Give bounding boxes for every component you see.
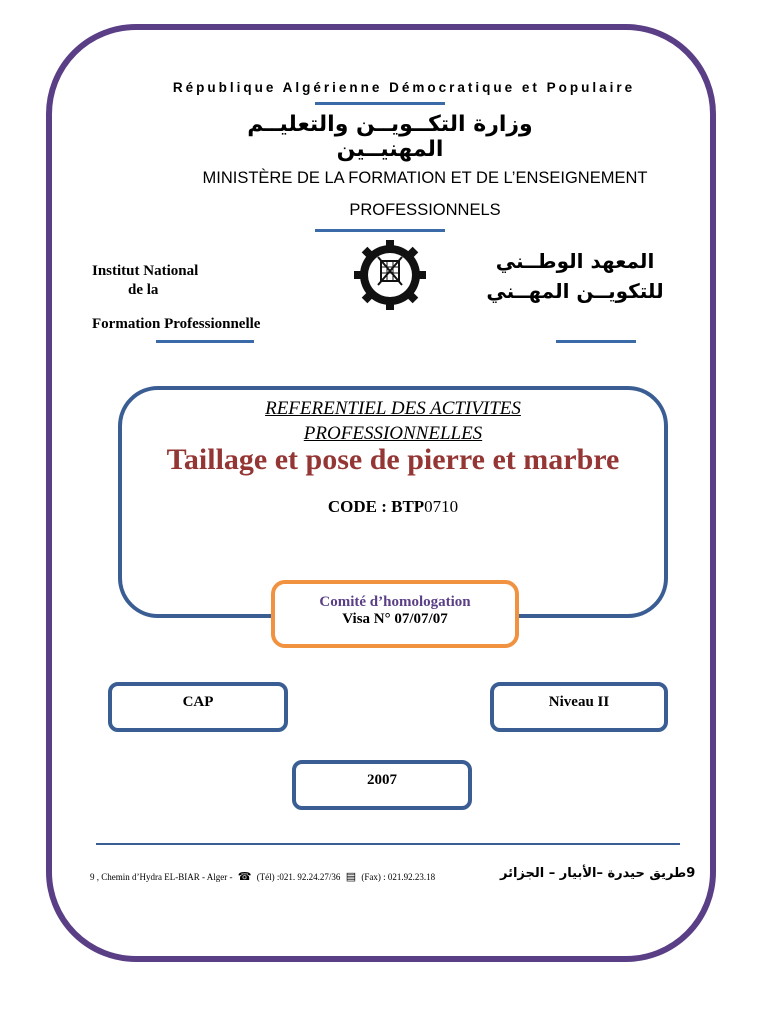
footer-divider — [96, 843, 680, 845]
divider — [556, 340, 636, 343]
divider — [315, 102, 445, 105]
year-label: 2007 — [367, 772, 397, 788]
referentiel-heading — [118, 396, 668, 446]
level-label: Niveau II — [548, 694, 610, 710]
divider — [156, 340, 254, 343]
institute-line3: Formation Professionnelle — [92, 316, 261, 332]
comite-label: Comité d’homologation — [319, 594, 471, 610]
tel-text: (Tél) :021. 92.24.27/36 — [256, 872, 341, 882]
code-line — [118, 497, 668, 517]
fax-text: (Fax) : 021.92.23.18 — [361, 872, 436, 882]
republic-header: République Algérienne Démocratique et Populaire — [172, 80, 636, 95]
diploma-label: CAP — [182, 694, 214, 710]
code-value: 0710 — [424, 497, 459, 516]
ministry-arabic: وزارة التكــويــن والتعليــم المهنيــين — [247, 112, 533, 162]
institute-french — [92, 262, 198, 300]
year-box — [292, 760, 472, 810]
diploma-box — [108, 682, 288, 732]
fax-icon: ▤ — [345, 871, 357, 883]
visa-number: Visa N° 07/07/07 — [342, 611, 448, 627]
institute-ar-line2: للتكويــن المهــني — [486, 279, 664, 303]
ref-line1: REFERENTIEL DES ACTIVITES — [265, 398, 521, 419]
institute-arabic — [470, 246, 680, 306]
ministry-french: MINISTÈRE DE LA FORMATION ET DE L’ENSEIGNEMENT PROFESSIONNELS — [202, 169, 648, 219]
footer-address — [90, 870, 435, 883]
divider — [315, 229, 445, 232]
footer-address-arabic: 9طريق حيدرة –الأبيار – الجزائر — [500, 866, 696, 881]
code-label: CODE : BTP — [327, 497, 425, 516]
institute-line2: de la — [128, 282, 159, 298]
institute-ar-line1: المعهد الوطــني — [495, 249, 655, 273]
ref-line2: PROFESSIONNELLES — [303, 423, 483, 444]
level-box — [490, 682, 668, 732]
gear-emblem-icon — [350, 240, 430, 310]
address-text: 9 , Chemin d’Hydra EL-BIAR - Alger - — [90, 872, 233, 882]
comite-box — [271, 580, 519, 648]
document-title: Taillage et pose de pierre et marbre — [166, 443, 620, 476]
institute-line1: Institut National — [92, 263, 199, 279]
phone-icon: ☎ — [237, 871, 252, 883]
